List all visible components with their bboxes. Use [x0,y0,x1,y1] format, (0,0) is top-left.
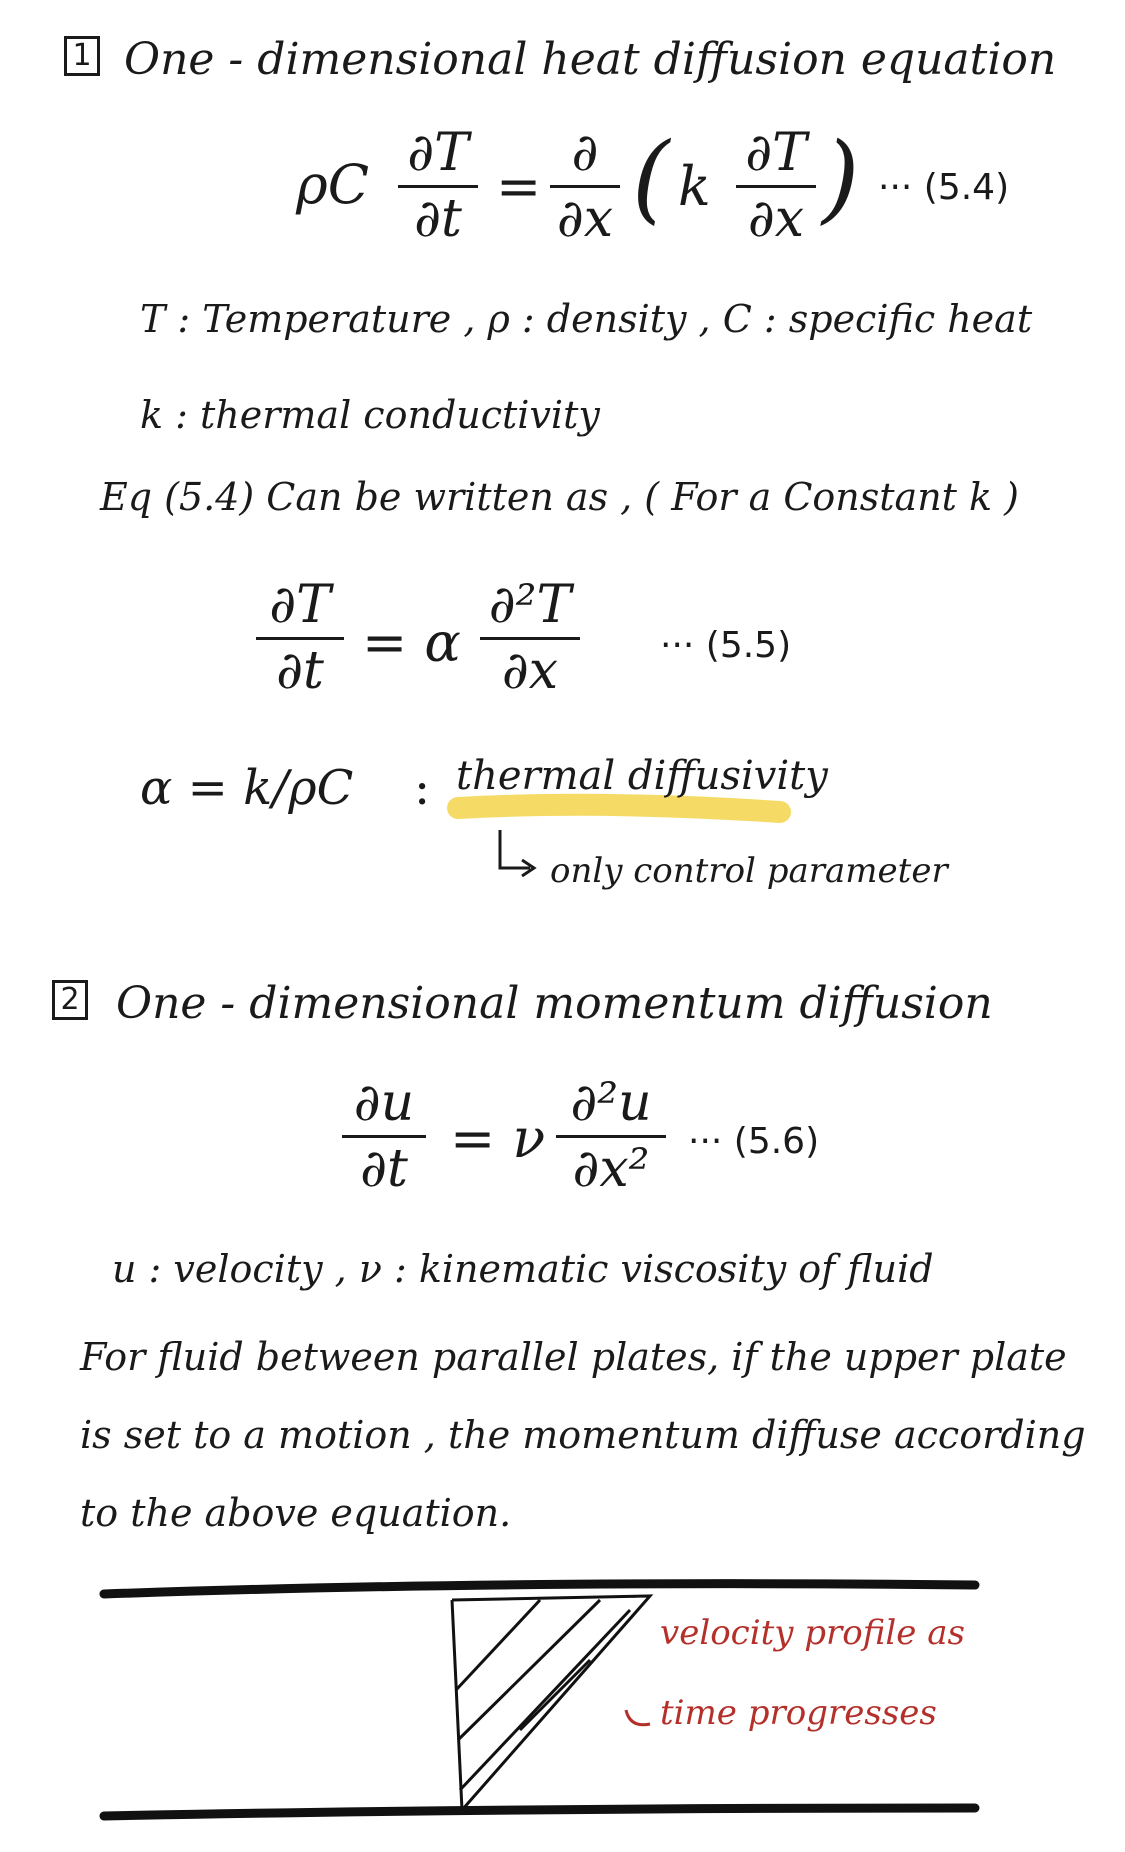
alpha-colon: : [414,760,431,816]
eq55-mid: = α [362,611,461,674]
section1-note: Eq (5.4) Can be written as , ( For a Constant k ) [100,475,1019,519]
section2-para-line2: is set to a motion , the momentum diffuse according [80,1413,1086,1457]
eq56-rhs-fraction [556,1073,666,1199]
alpha-definition: α = k/ρC [140,760,354,816]
eq56-lhs-num: ∂u [353,1073,415,1133]
highlight-stroke [458,805,780,812]
eq54-close-paren: ) [822,122,860,234]
eq54-equals: = [496,155,542,218]
section2-vars: u : velocity , ν : kinematic viscosity of fluid [112,1247,934,1291]
profile-axis [452,1600,462,1810]
section1-vars-line1: T : Temperature , ρ : density , C : specific heat [140,297,1033,341]
eq56-rhs-num: ∂²u [570,1073,652,1133]
eq54-lhs-num: ∂T [407,123,469,183]
eq54-rhs-num: ∂ [571,123,599,183]
section2-para-line3: to the above equation. [80,1491,512,1535]
diagram-label-line2: time progresses [660,1693,937,1733]
eq54-lhs-coeff: ρC [296,153,370,216]
upper-plate [104,1584,975,1594]
eq54-inner-den: ∂x [747,188,805,249]
eq56-lhs-den: ∂t [360,1138,408,1199]
velocity-profile [452,1596,650,1810]
diagram-label-line1: velocity profile as [660,1613,965,1653]
eq54-lhs-den: ∂t [414,188,462,249]
alpha-note: only control parameter [550,851,948,891]
lower-plate [104,1808,975,1816]
section2-title: One - dimensional momentum diffusion [116,978,993,1029]
alpha-name: thermal diffusivity [456,753,828,799]
eq55-lhs-num: ∂T [269,575,331,635]
eq56-rhs-den: ∂x² [572,1138,650,1199]
fraction-bar [342,1135,426,1138]
section1-number-box: 1 [64,36,100,76]
annotation-arrow [626,1710,650,1725]
section1-title: One - dimensional heat diffusion equation [124,34,1057,85]
profile-hatching [456,1600,630,1790]
eq56-mid: = ν [450,1107,546,1170]
eq55-tag: ··· (5.5) [660,625,792,666]
eq54-inner-num: ∂T [745,123,807,183]
section2-para-line1: For fluid between parallel plates, if the upper plate [80,1335,1067,1379]
eq56-lhs-fraction [342,1073,426,1199]
eq55-rhs-den: ∂x [501,640,559,701]
eq54-k: k [678,155,711,218]
eq54-rhs-den: ∂x [556,188,614,249]
eq55-rhs-num: ∂²T [488,575,572,635]
eq54-open-paren: ( [632,122,670,234]
eq54-tag: ··· (5.4) [878,167,1010,208]
eq55-lhs-den: ∂t [276,640,324,701]
section2-number-box: 2 [52,980,88,1020]
eq56-tag: ··· (5.6) [688,1121,820,1162]
section1-vars-line2: k : thermal conductivity [140,393,600,437]
fraction-bar [556,1135,666,1138]
